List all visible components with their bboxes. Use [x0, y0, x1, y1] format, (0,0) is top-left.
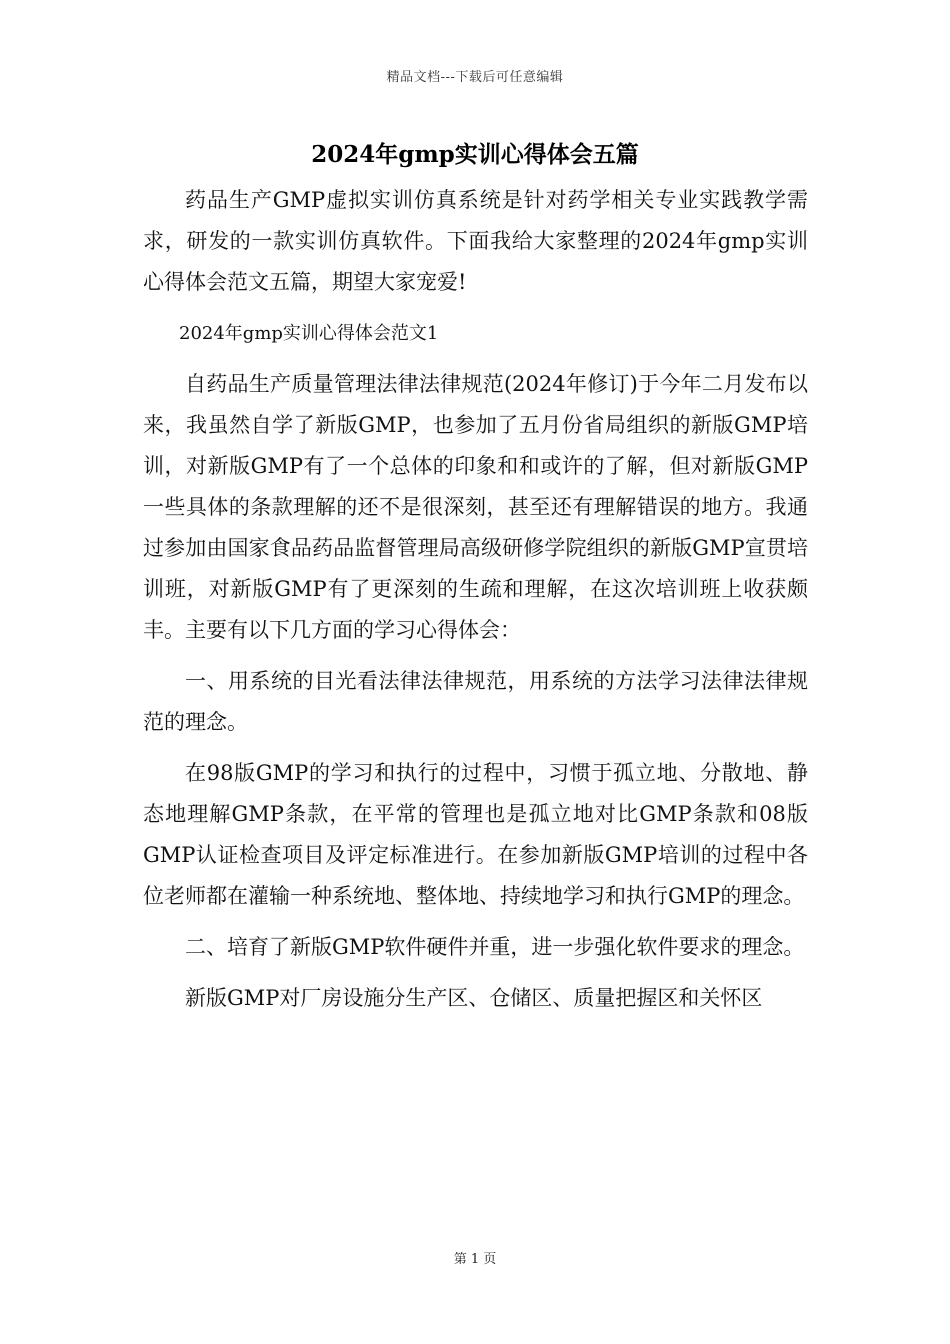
paragraph-intro: 药品生产GMP虚拟实训仿真系统是针对药学相关专业实践教学需求，研发的一款实训仿真软件。下面我给大家整理的2024年gmp实训心得体会范文五篇，期望大家宠爱! — [143, 188, 808, 294]
paragraph-point-1-body: 在98版GMP的学习和执行的过程中，习惯于孤立地、分散地、静态地理解GMP条款，在平常的管理也是孤立地对比GMP条款和08版GMP认证检查项目及评定标准进行。在参加新版GMP培训的过程中各位老师都在灌输一种系统地、整体地、持续地学习和执行GMP的理念。 — [143, 761, 808, 908]
paragraph-point-1-heading: 一、用系统的目光看法律法律规范，用系统的方法学习法律法律规范的理念。 — [143, 669, 808, 734]
page-header: 精品文档---下载后可任意编辑 — [386, 70, 564, 85]
paragraph-point-2-heading: 二、培育了新版GMP软件硬件并重，进一步强化软件要求的理念。 — [185, 935, 805, 959]
page-number: 第 1 页 — [453, 1252, 497, 1267]
paragraph-point-2-body: 新版GMP对厂房设施分生产区、仓储区、质量把握区和关怀区 — [185, 986, 763, 1010]
document-title: 2024年gmp实训心得体会五篇 — [311, 141, 639, 168]
section-heading-essay-1: 2024年gmp实训心得体会范文1 — [179, 323, 439, 344]
paragraph-essay-1-opening: 自药品生产质量管理法律法律规范(2024年修订)于今年二月发布以来，我虽然自学了新版GMP，也参加了五月份省局组织的新版GMP培训，对新版GMP有了一个总体的印象和和或许的了解，但对新版GMP一些具体的条款理解的还不是很深刻，甚至还有理解错误的地方。我通过参加由国家食品药品监督管理局高级研修学院组织的新版GMP宣贯培训班，对新版GMP有了更深刻的生疏和理解，在这次培训班上收获颇丰。主要有以下几方面的学习心得体会： — [143, 372, 808, 642]
document-body — [143, 180, 808, 1019]
